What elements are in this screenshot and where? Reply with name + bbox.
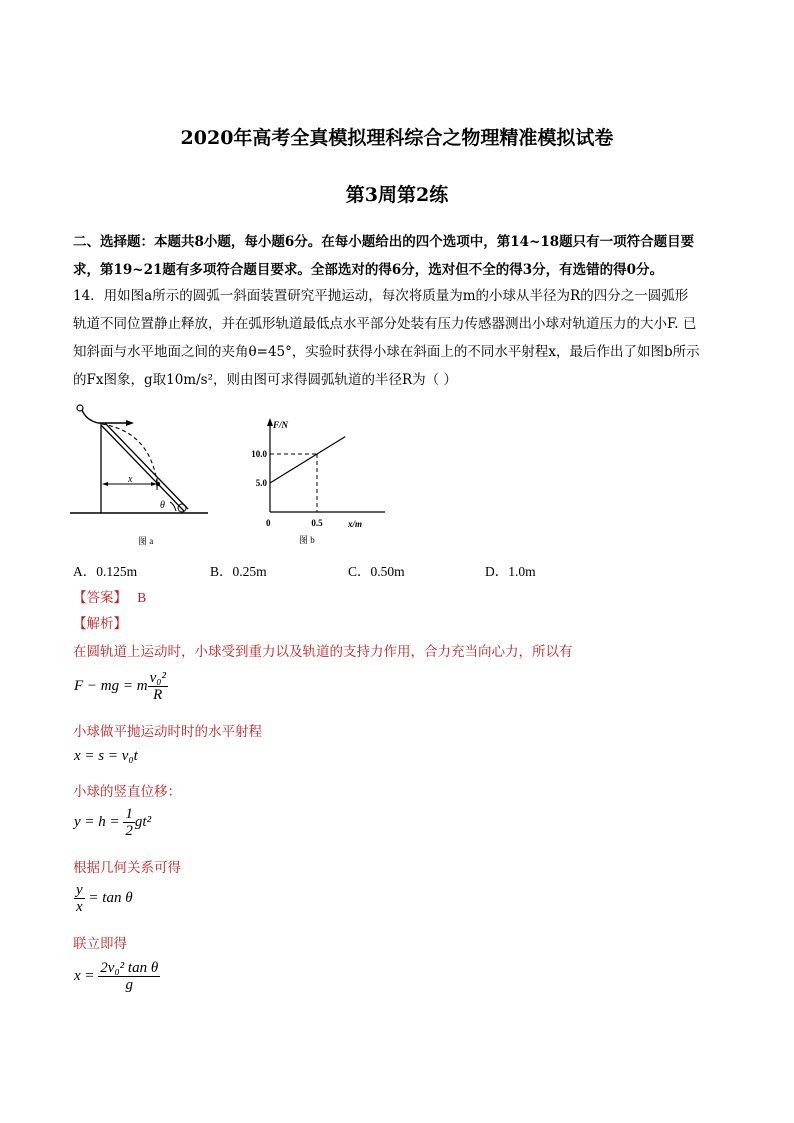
equation-4 <box>74 882 133 915</box>
analysis-paragraph-1: 在圆轨道上运动时，小球受到重力以及轨道的支持力作用，合力充当向心力，所以有 <box>73 644 573 660</box>
equation-3 <box>74 806 151 839</box>
equation-2: x = s = v₀t <box>74 748 138 764</box>
page-title: 2020年高考全真模拟理科综合之物理精准模拟试卷 <box>180 127 614 149</box>
eq1-left: F − mg = m <box>74 677 148 694</box>
equation-1 <box>74 670 168 703</box>
analysis-label: 【解析】 <box>73 616 127 632</box>
equation-5 <box>74 960 160 993</box>
y-tick-label-10: 10.0 <box>251 449 267 459</box>
eq1-fraction <box>148 670 168 703</box>
analysis-paragraph-3: 小球的竖直位移： <box>73 784 181 800</box>
eq5-fraction <box>98 960 160 993</box>
y-axis-label: F/N <box>273 420 289 430</box>
eq4-numerator: y <box>76 882 83 898</box>
eq1-numerator: v₀² <box>149 670 166 686</box>
incline-line <box>101 425 184 511</box>
page-subtitle: 第3周第2练 <box>345 184 449 206</box>
figure-b-caption: 图 b <box>299 535 315 545</box>
analysis-paragraph-2: 小球做平抛运动时时的水平射程 <box>73 724 262 740</box>
eq3-left: y = h = <box>74 813 120 830</box>
x-axis-label: x/m <box>348 519 363 529</box>
answer-label: 【答案】 <box>73 590 127 606</box>
option-c: C．0.50m <box>348 564 405 579</box>
eq5-denominator: g <box>125 977 133 993</box>
eq5-numerator: 2v₀² tan θ <box>100 960 159 976</box>
landing-point <box>156 482 160 486</box>
section-instructions-line-1: 二、选择题：本题共8小题，每小题6分。在每小题给出的四个选项中，第14~18题只有一项符合题目要 <box>73 234 695 250</box>
answer-row <box>73 586 146 606</box>
answer-value: B <box>137 590 147 605</box>
option-d: D．1.0m <box>485 564 536 579</box>
eq5-left: x = <box>74 967 95 984</box>
figure-a-caption: 图 a <box>138 536 154 546</box>
origin-label: 0 <box>266 518 271 528</box>
eq4-fraction <box>74 882 85 915</box>
figure-a-diagram <box>60 398 220 553</box>
option-b: B．0.25m <box>210 564 267 579</box>
range-label: x <box>128 474 133 485</box>
eq3-right: gt² <box>134 813 152 830</box>
question-text-line-3: 知斜面与水平地面之间的夹角θ=45°，实验时获得小球在斜面上的不同水平射程x，最后作出了如图b所示 <box>73 344 700 360</box>
section-instructions-line-2: 求，第19~21题有多项符合题目要求。全部选对的得6分，选对但不全的得3分，有选错的得0分。 <box>73 262 664 278</box>
question-text-line-4: 的Fx图象，g取10m/s²，则由图可求得圆弧轨道的半径R为（ ） <box>73 372 457 388</box>
ball-icon <box>77 405 83 411</box>
option-a: A．0.125m <box>73 564 138 579</box>
eq1-denominator: R <box>153 687 163 703</box>
eq4-denominator: x <box>76 899 83 915</box>
eq3-denominator: 2 <box>125 823 133 839</box>
incline-line-2 <box>105 423 188 509</box>
figure-b-chart <box>235 412 395 552</box>
y-tick-label-5: 5.0 <box>255 478 267 488</box>
eq3-fraction <box>123 806 135 839</box>
arc-track <box>82 410 98 423</box>
arrow-head-icon <box>102 482 108 486</box>
question-text-line-2: 轨道不同位置静止释放，并在弧形轨道最低点水平部分处装有压力传感器测出小球对轨道压力的大小F. 已 <box>73 316 697 332</box>
eq3-numerator: 1 <box>125 806 133 822</box>
question-text-line-1: 14．用如图a所示的圆弧一斜面装置研究平抛运动，每次将质量为m的小球从半径为R的四分之一圆弧形 <box>73 288 689 304</box>
angle-label: θ <box>160 500 165 511</box>
series-line <box>270 437 345 483</box>
analysis-paragraph-4: 根据几何关系可得 <box>73 860 181 876</box>
arrow-head-icon <box>126 420 134 426</box>
angle-arc <box>170 502 176 511</box>
analysis-paragraph-5: 联立即得 <box>73 936 127 952</box>
eq4-right: = tan θ <box>88 889 133 906</box>
x-tick-label: 0.5 <box>311 518 323 528</box>
